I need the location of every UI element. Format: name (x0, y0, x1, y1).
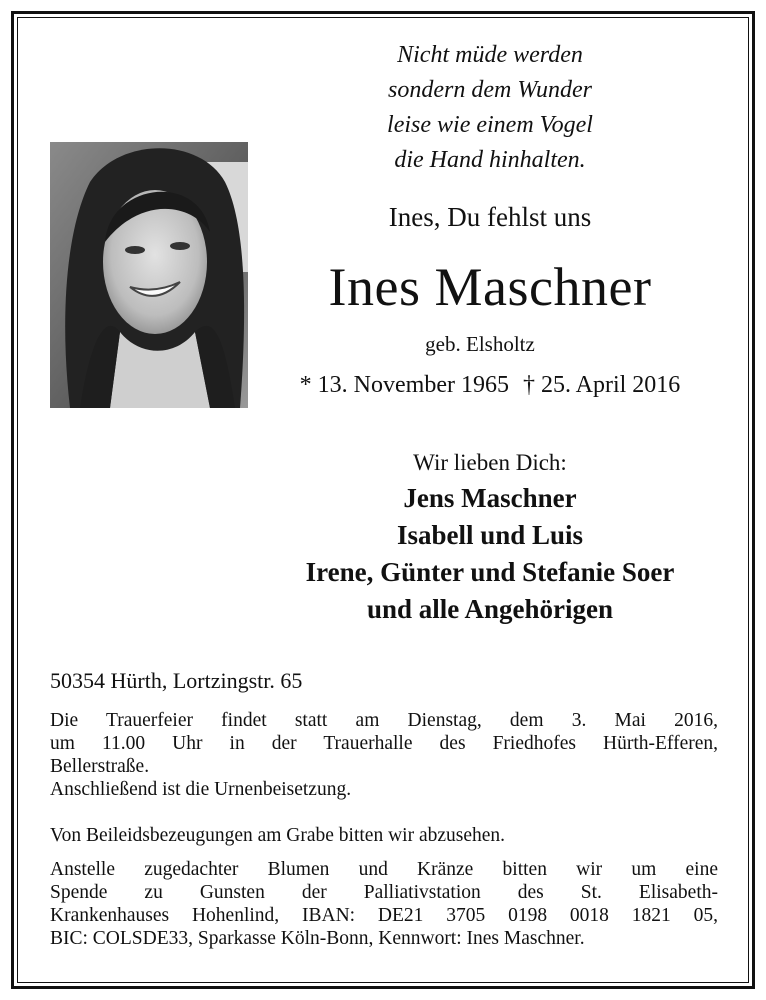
funeral-line: Bellerstraße. (50, 756, 150, 777)
funeral-info (50, 709, 718, 801)
family-member: Isabell und Luis (396, 520, 584, 550)
condolence-note (50, 824, 718, 847)
donation-info (50, 858, 718, 950)
birth-date: * 13. November 1965 (299, 372, 509, 398)
portrait-photo-graphic (50, 142, 248, 408)
life-dates (250, 372, 730, 399)
donation-line: Krankenhauses Hohenlind, IBAN: DE21 3705 0198 0018 1821 05, (50, 905, 718, 926)
subheading: Ines, Du fehlst uns (388, 202, 592, 232)
family-block (200, 446, 766, 628)
portrait-photo (50, 142, 248, 408)
family-member: Irene, Günter und Stefanie Soer (305, 557, 675, 587)
family-intro: Wir lieben Dich: (413, 450, 567, 475)
quote-line: leise wie einem Vogel (387, 112, 593, 138)
quote-line: die Hand hinhalten. (394, 147, 586, 173)
address: 50354 Hürth, Lortzingstr. 65 (50, 668, 303, 693)
condolence-line: Von Beileidsbezeugungen am Grabe bitten wir abzusehen. (50, 825, 506, 846)
funeral-line: um 11.00 Uhr in der Trauerhalle des Friedhofes Hürth-Efferen, (50, 733, 718, 754)
maiden-name: geb. Elsholtz (425, 332, 535, 356)
funeral-line: Die Trauerfeier findet statt am Dienstag, dem 3. Mai 2016, (50, 710, 718, 731)
family-member: und alle Angehörigen (366, 594, 614, 624)
family-member: Jens Maschner (403, 483, 577, 513)
quote-line: sondern dem Wunder (388, 77, 592, 103)
funeral-line: Anschließend ist die Urnenbeisetzung. (50, 779, 352, 800)
poem-quote (330, 38, 650, 178)
quote-line: Nicht müde werden (397, 42, 583, 68)
donation-line: Spende zu Gunsten der Palliativstation des St. Elisabeth- (50, 882, 718, 903)
donation-line: BIC: COLSDE33, Sparkasse Köln-Bonn, Kennwort: Ines Maschner. (50, 928, 585, 949)
deceased-name: Ines Maschner (328, 257, 652, 317)
donation-line: Anstelle zugedachter Blumen und Kränze bitten wir um eine (50, 859, 718, 880)
death-date: † 25. April 2016 (522, 372, 681, 398)
